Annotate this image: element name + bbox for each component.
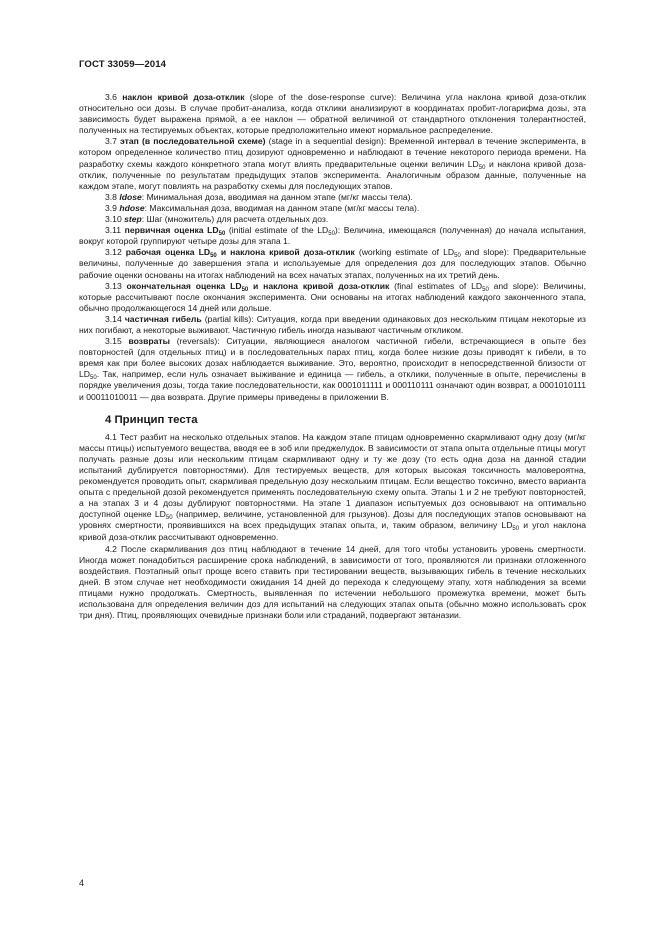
definition-3-10 [79, 214, 586, 225]
definition-text: : Максимальная доза, вводимая на данном этапе (мг/кг массы тела). [144, 202, 420, 213]
definition-3-15 [79, 336, 586, 403]
definition-3-8 [79, 192, 586, 203]
definition-number: 3.13 [105, 280, 127, 291]
definition-3-11 [79, 225, 586, 247]
definition-text: (stage in a sequential design): Временной интервал в течение эксперимента, в котором определенное количество птиц дозируют одновременно и наблюдают в течение некоторого периода времени. На разработку схемы каждого конкретного этапа могут влиять предварительные оценки величин $LD_{50}$ и наклона кривой доза-отклик, полученные по результатам предыдущих этапов эксперимента. Аналогичным образом данные, полученные на каждом этапе, могут повлиять на разработку схемы для последующих этапов. [79, 136, 586, 191]
definition-number: 3.12 [105, 247, 126, 258]
definition-term: возвраты [128, 336, 170, 347]
definition-number: 3.7 [105, 136, 121, 147]
definition-number: 3.8 [105, 191, 120, 202]
definitions-list [79, 92, 586, 403]
definition-text: : Минимальная доза, вводимая на данном этапе (мг/кг массы тела). [141, 191, 413, 202]
definition-number: 3.9 [105, 202, 120, 213]
definition-text: (reversals): Ситуации, являющиеся аналогом частичной гибели, встречающиеся в опыте без повторностей (для отдельных птиц) и в последовательных парах птиц, когда более низкие дозы приводят к гибели, в то время как при более высоких дозах наблюдается выживание. Это, вероятно, происходит в непосредственной близости от $LD_{50}$. Так, например, если нуль означает выживание и единица — гибель, а отклики, полученные в опыте, перечислены в порядке увеличения дозы, тогда такие последовательности, как 0001011111 и 000110111 означают один возврат, а 0001010111 и 00011010011 — два возврата. Другие примеры приведены в приложении В. [79, 336, 586, 402]
definition-text: (partial kills): Ситуация, когда при введении одинаковых доз нескольким птицам некоторые из них погибают, а некоторые выживают. Частичную гибель иногда называют частичным откликом. [79, 313, 586, 335]
definition-3-9 [79, 203, 586, 214]
definition-number: 3.10 [105, 214, 125, 225]
definition-term: hdose [119, 202, 145, 213]
definition-term: step [124, 214, 142, 225]
definition-term: частичная гибель [124, 313, 202, 324]
section-heading: 4 Принцип теста [105, 413, 198, 426]
page-body [79, 92, 586, 623]
definition-text: : Шаг (множитель) для расчета отдельных доз. [141, 214, 329, 225]
definition-term: этап (в последовательной схеме) [120, 136, 266, 147]
definition-term: рабочая оценка $LD_{50}$ и наклона кривой доза-отклик [125, 247, 355, 260]
definition-text: (slope of the dose-response curve): Величина угла наклона кривой доза-отклик относительно оси дозы. В случае пробит-анализа, когда отклики анализируют в координатах пробит-логарифма дозы, эта зависимость будет выражена прямой, а ее наклон — обратной величиной от стандартного отклонения толерантностей, полученных на тестируемых объектах, которые предположительно имеют нормальное распределение. [79, 92, 586, 136]
definition-number: 3.15 [105, 336, 129, 347]
definition-term: наклон кривой доза-отклик [122, 92, 245, 102]
paragraph-4-1: 4.1 Тест разбит на несколько отдельных этапов. На каждом этапе птицам одновременно скармливают одну дозу (мг/кг массы птицы) испытуемого вещества, вводя ее в зоб или преджелудок. В зависимости от этапа опыта отдельные птицы могут получать разные дозы или нескольким птицам скармливают одну и ту же дозу (то есть одна доза на данной стадии испытаний дублируется повторностями). Для тестируемых веществ, для которых высокая токсичность маловероятна, рекомендуется проводить опыт, скармливая предельную дозу нескольким птицам. Если вещество токсично, вместо варианта опыта с предельной дозой рекомендуется применять последовательную схему опыта. Этапы 1 и 2 не требуют повторностей, а на этапах 3 и 4 дозы дублируют повторностями. На этапе 1 диапазон испытуемых доз основывают на оптимально доступной оценке $LD_{50}$ (например, величине, установленной для грызунов). Дозы для последующих этапов основывают на уровнях смертности, проявившихся на всех предыдущих этапах опыта, и, таким образом, величину $LD_{50}$ и угол наклона кривой доза-отклик рассчитывают одновременно. [79, 431, 587, 542]
definition-term: окончательная оценка $LD_{50}$ и наклона кривой доза-отклик [126, 280, 390, 293]
definition-number: 3.14 [105, 313, 125, 324]
document-header: ГОСТ 33059—2014 [79, 59, 167, 70]
definition-3-6 [79, 92, 586, 136]
page-number: 4 [79, 878, 85, 888]
definition-text: (working estimate of $LD_{50}$ and slope): Предварительные величины, полученные до завершения этапа и используемые для определения доз для последующих этапов. Обычно рабочие оценки основаны на итогах наблюдений на всех начатых этапах, полученных на их третий день. [79, 247, 586, 280]
definition-text: (initial estimate of the $LD_{50}$): Величина, имеющаяся (полученная) до начала испытания, вокруг которой группируют четыре дозы для этапа 1. [79, 225, 586, 247]
definition-term: ldose [119, 191, 142, 202]
definition-number: 3.11 [105, 225, 125, 236]
definition-3-12 [79, 247, 586, 280]
definition-3-13 [79, 281, 586, 314]
definition-text: (final estimates of $LD_{50}$ and slope): Величины, которые рассчитывают после окончания эксперимента. Они основаны на итогах наблюдений каждого законченного этапа, обычно продолжающегося 14 дней или дольше. [79, 280, 586, 313]
definition-3-14 [79, 314, 586, 336]
paragraph-4-2: 4.2 После скармливания доз птиц наблюдают в течение 14 дней, для того чтобы установить уровень смертности. Иногда может понадобиться расширение срока наблюдений, в зависимости от того, проявляются ли признаки отложенного воздействия. Поэтапный опыт проще всего ставить при тестировании веществ, вызывающих гибель в течение нескольких дней. В этом случае нет необходимости ожидания 14 дней до перехода к следующему этапу, хотя наблюдения за всеми птицами нужно продолжать. Смертность, выявленная по истечении небольшого промежутка времени, может быть использована для определения величин доз для испытаний на следующих этапах опыта (обычно можно использовать срок три дня). Птиц, проявляющих очевидные признаки боли или страданий, подвергают эвтаназии. [79, 543, 586, 621]
definition-3-7 [79, 136, 586, 191]
definition-term: первичная оценка $LD_{50}$ [124, 225, 226, 238]
definition-number: 3.6 [105, 92, 123, 102]
